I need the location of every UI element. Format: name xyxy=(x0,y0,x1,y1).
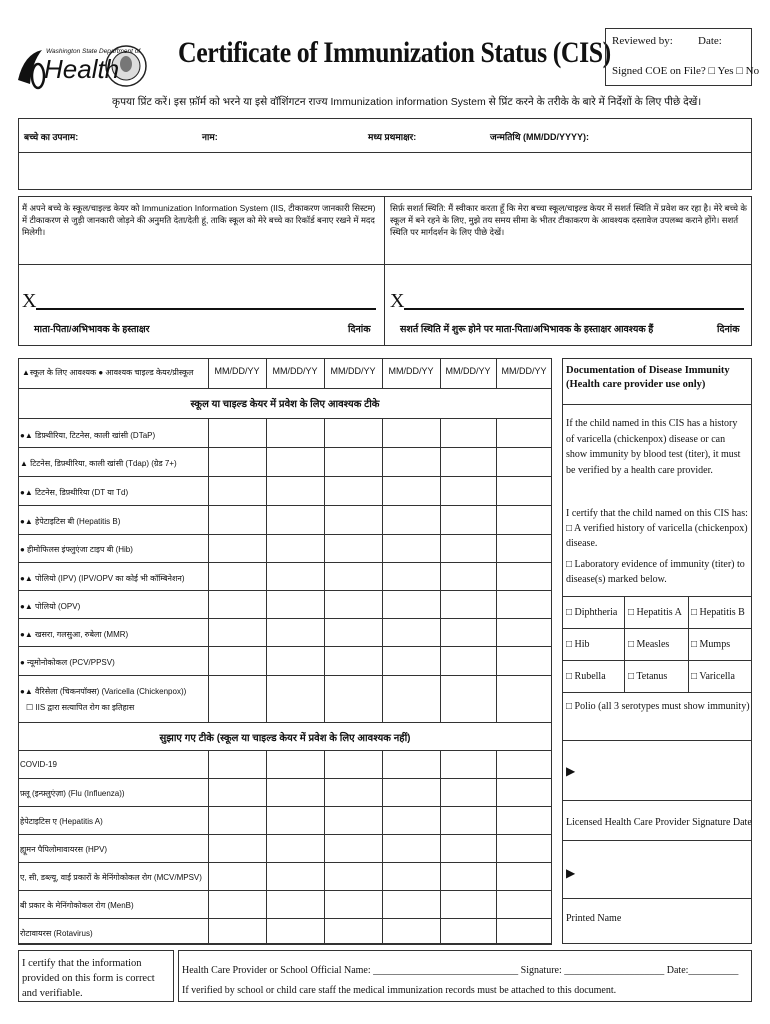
vaccine-date-cell[interactable] xyxy=(267,676,323,721)
vaccine-date-cell[interactable] xyxy=(497,448,551,475)
vaccine-date-cell[interactable] xyxy=(209,448,265,475)
attachment-note: If verified by school or child care staff the medical immunization records must be attached to this document. xyxy=(182,985,617,996)
varicella-verified-checkbox[interactable]: □ A verified history of varicella (chickenpox) disease. xyxy=(566,523,748,549)
vaccine-date-cell[interactable] xyxy=(441,891,495,917)
vaccine-date-cell[interactable] xyxy=(325,647,381,674)
vaccine-date-cell[interactable] xyxy=(267,419,323,446)
vaccine-date-cell[interactable] xyxy=(497,419,551,446)
table-rule xyxy=(18,722,552,723)
diphtheria-checkbox[interactable]: □ Diphtheria xyxy=(566,607,618,618)
varicella-checkbox[interactable]: □ Varicella xyxy=(691,671,735,682)
vaccine-date-cell[interactable] xyxy=(267,751,323,777)
vaccine-date-cell[interactable] xyxy=(441,563,495,589)
dob-label: जन्मतिथि (MM/DD/YYYY): xyxy=(490,132,589,142)
date-header: MM/DD/YY xyxy=(445,366,491,376)
vaccine-date-cell[interactable] xyxy=(209,619,265,645)
suggested-section-header: सुझाए गए टीके (स्कूल या चाइल्ड केयर में प्रवेश के लिए आवश्यक नहीं) xyxy=(159,733,411,744)
vaccine-date-cell[interactable] xyxy=(267,647,323,674)
vaccine-date-cell[interactable] xyxy=(267,835,323,861)
table-rule xyxy=(18,388,552,389)
vaccine-date-cell[interactable] xyxy=(209,535,265,561)
vaccine-date-cell[interactable] xyxy=(441,807,495,833)
vaccine-date-cell[interactable] xyxy=(267,779,323,805)
vaccine-date-cell[interactable] xyxy=(325,863,381,889)
vaccine-date-cell[interactable] xyxy=(209,863,265,889)
hib-checkbox[interactable]: □ Hib xyxy=(566,639,590,650)
vaccine-date-cell[interactable] xyxy=(325,535,381,561)
iis-consent-text: मैं अपने बच्चे के स्कूल/चाइल्ड केयर को Immunization Information System (IIS, टीकाकरण जानकारी सिस्टम) में टीकाकरण से जुड़ी जानकारी जोड़ने की अनुमति देता/देती हूं, ताकि स्कूल को मेरे बच्चे का रिकॉर्ड बनाए रखने में मदद मिलेगी। xyxy=(22,203,376,237)
vaccine-date-cell[interactable] xyxy=(383,863,439,889)
vaccine-date-cell[interactable] xyxy=(497,506,551,533)
measles-checkbox[interactable]: □ Measles xyxy=(628,639,670,650)
conditional-signature-label: सशर्त स्थिति में शुरू होने पर माता-पिता/अभिभावक के हस्ताक्षर आवश्यक हैं xyxy=(400,324,654,335)
vaccine-date-cell[interactable] xyxy=(383,647,439,674)
varicella-history-text: If the child named in this CIS has a history of varicella (chickenpox) disease or can show immunity by blood test (titer), it must be verified by a health care provider. xyxy=(566,418,741,476)
vaccine-date-cell[interactable] xyxy=(441,779,495,805)
vaccine-date-cell[interactable] xyxy=(441,647,495,674)
vaccine-date-cell[interactable] xyxy=(383,448,439,475)
vaccine-row-label: COVID-19 xyxy=(20,760,57,769)
vaccine-date-cell[interactable] xyxy=(497,863,551,889)
middle-initial-label: मध्य प्रथमाक्षर: xyxy=(368,132,417,142)
vaccine-date-cell[interactable] xyxy=(325,477,381,504)
vaccine-date-cell[interactable] xyxy=(497,919,551,943)
vaccine-date-cell[interactable] xyxy=(209,891,265,917)
vaccine-date-cell[interactable] xyxy=(267,535,323,561)
vaccine-date-cell[interactable] xyxy=(209,751,265,777)
official-name-signature-line[interactable]: Health Care Provider or School Official Name: _____________________________ Signature: ____________________ Date:__________ xyxy=(182,965,739,976)
vaccine-row-label: ●▲ डिफ़्थीरिया, टिटनेस, काली खांसी (DTaP) xyxy=(20,431,156,440)
vaccine-date-cell[interactable] xyxy=(267,919,323,943)
vaccine-date-cell[interactable] xyxy=(497,779,551,805)
vaccine-date-cell[interactable] xyxy=(441,419,495,446)
table-legend: ▲स्कूल के लिए आवश्यक ● आवश्यक चाइल्ड केयर/प्रीस्कूल xyxy=(22,368,194,377)
vaccine-date-cell[interactable] xyxy=(441,676,495,721)
vaccine-date-cell[interactable] xyxy=(209,647,265,674)
student-name-input[interactable] xyxy=(20,155,750,188)
signed-coe-field[interactable]: Signed COE on File? □ Yes □ No xyxy=(612,65,760,77)
vaccine-row-label: फ़्लू (इन्फ़्लुएंज़ा) (Flu (Influenza)) xyxy=(20,789,125,798)
date-header: MM/DD/YY xyxy=(214,366,260,376)
vaccine-row-label: ●▲ पोलियो (OPV) xyxy=(20,602,81,611)
vaccine-row-label: ए, सी, डब्ल्यू, वाई प्रकारों के मेनिंगोकोकल रोग (MCV/MPSV) xyxy=(20,873,202,882)
hepatitis-a-checkbox[interactable]: □ Hepatitis A xyxy=(628,607,682,618)
date-header: MM/DD/YY xyxy=(330,366,376,376)
vaccine-date-cell[interactable] xyxy=(383,477,439,504)
vaccine-row-label: ●▲ खसरा, गलसुआ, रुबेला (MMR) xyxy=(20,630,129,639)
vaccine-date-cell[interactable] xyxy=(383,506,439,533)
vaccine-date-cell[interactable] xyxy=(441,506,495,533)
vaccine-date-cell[interactable] xyxy=(325,835,381,861)
vaccine-row-label: ●▲ पोलियो (IPV) (IPV/OPV का कोई भी कॉम्बिनेशन) xyxy=(20,574,185,583)
polio-checkbox[interactable]: □ Polio (all 3 serotypes must show immunity) xyxy=(566,701,750,712)
vaccine-date-cell[interactable] xyxy=(325,807,381,833)
printed-name-label: Printed Name xyxy=(566,913,622,924)
vaccine-date-cell[interactable] xyxy=(209,563,265,589)
vaccine-date-cell[interactable] xyxy=(325,506,381,533)
vaccine-date-cell[interactable] xyxy=(209,835,265,861)
vaccine-date-cell[interactable] xyxy=(267,563,323,589)
vaccine-date-cell[interactable] xyxy=(441,919,495,943)
vaccine-date-cell[interactable] xyxy=(497,619,551,645)
footer-certify-text: I certify that the information provided on this form is correct and verifiable. xyxy=(22,958,155,999)
play-arrow-icon: ▶ xyxy=(566,764,576,778)
printed-name-field[interactable] xyxy=(580,850,750,894)
vaccine-date-cell[interactable] xyxy=(267,506,323,533)
vaccine-date-cell[interactable] xyxy=(325,891,381,917)
vaccine-date-cell[interactable] xyxy=(383,676,439,721)
vaccine-date-cell[interactable] xyxy=(267,448,323,475)
vaccine-date-cell[interactable] xyxy=(267,619,323,645)
tetanus-checkbox[interactable]: □ Tetanus xyxy=(628,671,668,682)
signature-x-mark: X xyxy=(22,290,37,312)
vaccine-date-cell[interactable] xyxy=(209,506,265,533)
logo-agency-text: Washington State Department of xyxy=(46,48,141,55)
vaccine-date-cell[interactable] xyxy=(383,563,439,589)
last-name-label: बच्चे का उपनाम: xyxy=(24,132,79,142)
vaccine-date-cell[interactable] xyxy=(325,591,381,617)
vaccine-date-cell[interactable] xyxy=(267,807,323,833)
vaccine-date-cell[interactable] xyxy=(497,891,551,917)
date-header: MM/DD/YY xyxy=(388,366,434,376)
vaccine-date-cell[interactable] xyxy=(441,751,495,777)
conditional-status-text: सिर्फ़ सशर्त स्थिति: मैं स्वीकार करता हूँ कि मेरा बच्चा स्कूल/चाइल्ड केयर में सशर्त स्थिति में प्रवेश कर रहा है। मेरे बच्चे के स्कूल में बने रहने के लिए, मुझे तय समय सीमा के भीतर टीकाकरण के आवश्यक दस्तावेज उपलब्ध कराने होंगे। सशर्त स्थिति पर मार्गदर्शन के लिए पीछे देखें। xyxy=(390,203,747,237)
vaccine-date-cell[interactable] xyxy=(209,676,265,721)
vaccine-date-cell[interactable] xyxy=(497,647,551,674)
vaccine-date-cell[interactable] xyxy=(497,835,551,861)
vaccine-date-cell[interactable] xyxy=(267,891,323,917)
vaccine-date-cell[interactable] xyxy=(497,676,551,721)
vaccine-row-label: ▲ टिटनेस, डिफ़्थीरिया, काली खांसी (Tdap) (ग्रेड 7+) xyxy=(20,459,177,468)
play-arrow-icon: ▶ xyxy=(566,866,576,880)
vaccine-date-cell[interactable] xyxy=(383,751,439,777)
required-section-header: स्कूल या चाइल्ड केयर में प्रवेश के लिए आवश्यक टीके xyxy=(190,399,380,410)
vaccine-date-cell[interactable] xyxy=(441,535,495,561)
conditional-signature-line[interactable] xyxy=(404,296,744,310)
parent-signature-label: माता-पिता/अभिभावक के हस्ताक्षर xyxy=(34,324,150,335)
vaccine-date-cell[interactable] xyxy=(441,619,495,645)
provider-signature-label: Licensed Health Care Provider Signature Date xyxy=(566,817,752,828)
conditional-x-mark: X xyxy=(390,290,405,312)
vaccine-date-cell[interactable] xyxy=(441,863,495,889)
vaccine-row-label: ह्यूमन पैपिलोमावायरस (HPV) xyxy=(20,845,108,854)
vaccine-date-cell[interactable] xyxy=(497,535,551,561)
vaccine-date-cell[interactable] xyxy=(325,919,381,943)
immunity-panel-title: Documentation of Disease Immunity (Health care provider use only) xyxy=(566,365,730,390)
instructions-text: कृपया प्रिंट करें। इस फ़ॉर्म को भरने या इसे वॉशिंगटन राज्य Immunization information System से प्रिंट करने के तरीके के बारे में निर्देशों के लिए पीछे देखें। xyxy=(112,96,702,108)
vaccine-date-cell[interactable] xyxy=(383,779,439,805)
vaccine-date-cell[interactable] xyxy=(325,448,381,475)
vaccine-date-cell[interactable] xyxy=(267,591,323,617)
mumps-checkbox[interactable]: □ Mumps xyxy=(691,639,731,650)
vaccine-date-cell[interactable] xyxy=(383,419,439,446)
vaccine-date-cell[interactable] xyxy=(325,676,381,721)
logo-health-text: Health xyxy=(44,54,120,84)
vaccine-date-cell[interactable] xyxy=(441,448,495,475)
vaccine-row-label: ● न्यूमोनोकोकल (PCV/PPSV) xyxy=(20,658,115,667)
hepatitis-b-checkbox[interactable]: □ Hepatitis B xyxy=(691,607,745,618)
vaccine-row-label: ●▲ हेपेटाइटिस बी (Hepatitis B) xyxy=(20,517,121,526)
vaccine-row-label: ●▲ वैरिसेला (चिकनपॉक्स) (Varicella (Chickenpox)) xyxy=(20,687,187,696)
vaccine-date-cell[interactable] xyxy=(383,919,439,943)
review-date-label: Date: xyxy=(698,35,722,47)
table-rule xyxy=(18,944,552,945)
vaccine-date-cell[interactable] xyxy=(383,591,439,617)
vaccine-date-cell[interactable] xyxy=(209,591,265,617)
vaccine-date-cell[interactable] xyxy=(497,563,551,589)
vaccine-date-cell[interactable] xyxy=(209,419,265,446)
provider-signature-field[interactable] xyxy=(580,756,750,796)
vaccine-date-cell[interactable] xyxy=(383,835,439,861)
conditional-date-label: दिनांक xyxy=(717,324,740,335)
page-title: Certificate of Immunization Status (CIS) xyxy=(178,36,611,69)
vaccine-date-cell[interactable] xyxy=(325,563,381,589)
first-name-label: नाम: xyxy=(202,132,218,142)
date-header: MM/DD/YY xyxy=(272,366,318,376)
review-box xyxy=(605,28,760,86)
vaccine-date-cell[interactable] xyxy=(267,477,323,504)
vaccine-date-cell[interactable] xyxy=(267,863,323,889)
date-header: MM/DD/YY xyxy=(501,366,547,376)
parent-date-label: दिनांक xyxy=(348,324,371,335)
vaccine-date-cell[interactable] xyxy=(441,591,495,617)
vaccine-date-cell[interactable] xyxy=(209,477,265,504)
vaccine-date-cell[interactable] xyxy=(325,751,381,777)
vaccine-row-label: रोटावायरस (Rotavirus) xyxy=(20,929,93,938)
provider-certify-text: I certify that the child named on this CIS has: xyxy=(566,508,748,519)
wa-health-logo xyxy=(14,40,154,100)
vaccine-date-cell[interactable] xyxy=(209,807,265,833)
vaccine-date-cell[interactable] xyxy=(209,919,265,943)
parent-signature-line[interactable] xyxy=(36,296,376,310)
vaccine-date-cell[interactable] xyxy=(209,779,265,805)
vaccine-date-cell[interactable] xyxy=(497,751,551,777)
vaccine-date-cell[interactable] xyxy=(383,619,439,645)
vaccine-date-cell[interactable] xyxy=(383,891,439,917)
reviewed-by-label: Reviewed by: xyxy=(612,35,673,47)
rubella-checkbox[interactable]: □ Rubella xyxy=(566,671,606,682)
vaccine-date-cell[interactable] xyxy=(497,591,551,617)
vaccine-date-cell[interactable] xyxy=(325,779,381,805)
vaccine-row-label: ●▲ टिटनेस, डिफ़्थीरिया (DT या Td) xyxy=(20,488,129,497)
vaccine-row-label: ● हीमोफिलस इंफ्लुएंजा टाइप बी (Hib) xyxy=(20,545,133,554)
vaccine-row-label: हेपेटाइटिस ए (Hepatitis A) xyxy=(20,817,103,826)
vaccine-date-cell[interactable] xyxy=(383,807,439,833)
vaccine-date-cell[interactable] xyxy=(325,619,381,645)
vaccine-date-cell[interactable] xyxy=(325,419,381,446)
iis-history-checkbox[interactable]: ☐ IIS द्वारा सत्यापित रोग का इतिहास xyxy=(26,703,135,712)
vaccine-date-cell[interactable] xyxy=(441,835,495,861)
lab-evidence-checkbox[interactable]: □ Laboratory evidence of immunity (titer) to disease(s) marked below. xyxy=(566,559,745,585)
vaccine-date-cell[interactable] xyxy=(441,477,495,504)
vaccine-date-cell[interactable] xyxy=(383,535,439,561)
vaccine-date-cell[interactable] xyxy=(497,807,551,833)
vaccine-date-cell[interactable] xyxy=(497,477,551,504)
vaccine-row-label: बी प्रकार के मेनिंगोकोकल रोग (MenB) xyxy=(20,901,134,910)
